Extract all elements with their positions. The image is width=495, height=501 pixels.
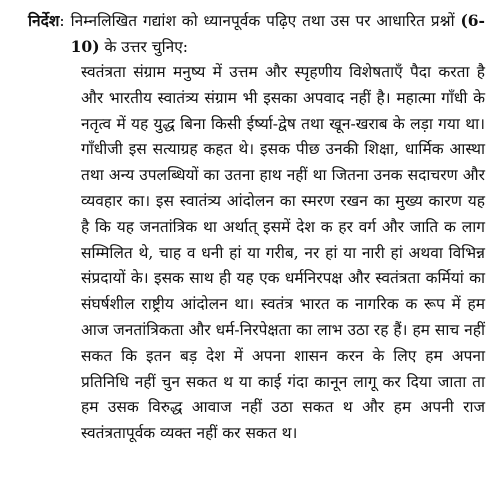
passage-text: स्वतंत्रता संग्राम मनुष्य में उत्तम और स्पृहणीय विशेषताएँ पैदा करता है और भारतीय स्वातंत्र्य संग्राम भी इसका अपवाद नहीं है। महात्मा गाँधी के नतृत्व में यह युद्ध बिना किसी ईर्ष्या-द्वेष तथा खून-खराब के लड़ा गया था। गाँधीजी इस सत्याग्रह कहत थे। इसक पीछ उनकी शिक्षा, धार्मिक आस्था तथा अन्य उपलब्धियों का उतना हाथ नहीं था जितना उनक सदाचरण और व्यवहार का। इस स्वातंत्र्य आंदोलन का स्मरण रखन का मुख्य कारण यह है कि यह जनतांत्रिक था अर्थात् इसमें देश क हर वर्ग और जाति क लाग सम्मिलित थे, चाह व धनी हां या गरीब, नर हां या नारी हां अथवा विभिन्न संप्रदायों के। इसक साथ ही यह एक धर्मनिरपक्ष और स्वतंत्रता कर्मियां का संघर्षशील राष्ट्रीय आंदोलन था। स्वतंत्र भारत क नागरिक क रूप में हम आज जनतांत्रिकता और धर्म-निरपेक्षता का लाभ उठा रह हैं। हम साच नहीं सकत कि इतन बड़ देश में अपना शासन करन के लिए हम अपना प्रतिनिधि नहीं चुन सकत थ या काई गंदा कानून लागू कर दिया जाता ता हम उसक विरुद्ध आवाज नहीं उठा सकत थ और हम अपनी राज स्वतंत्रतापूर्वक व्यक्त नहीं कर सकत थ। xyxy=(81,63,485,443)
instruction-text-after: के उत्तर चुनिए: xyxy=(99,38,189,56)
instruction-text xyxy=(65,8,485,60)
instruction-paragraph xyxy=(28,8,485,60)
question-range: (6-10) xyxy=(70,11,485,56)
instruction-label-text: निर्देश xyxy=(28,11,60,30)
instruction-text-before: निम्नलिखित गद्यांश को ध्यानपूर्वक पढ़िए तथा उस पर आधारित प्रश्नों xyxy=(70,12,461,30)
instruction-label xyxy=(28,8,65,60)
instruction-label-colon: : xyxy=(59,12,65,30)
